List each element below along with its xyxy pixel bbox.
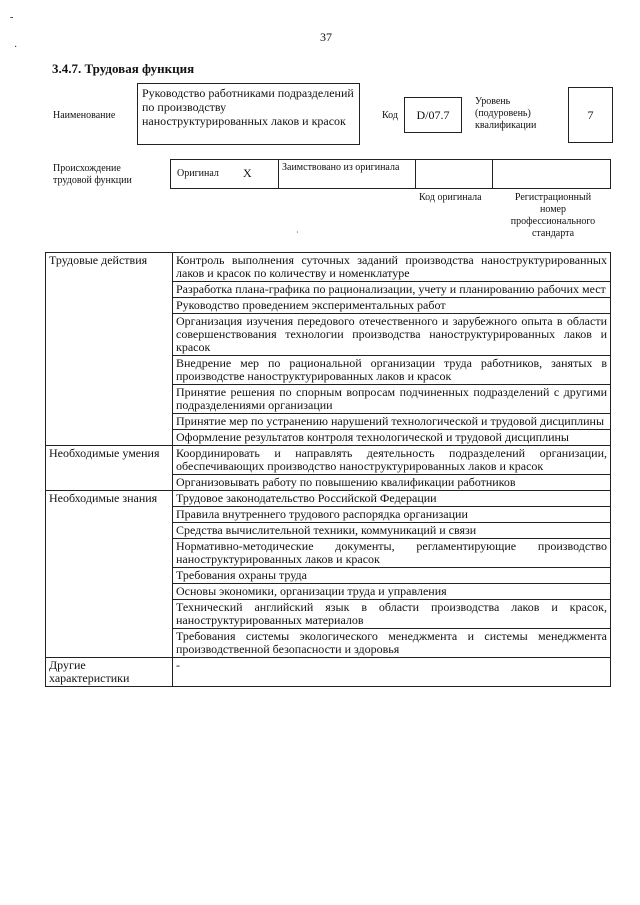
table-row (46, 629, 611, 658)
table-row (46, 491, 611, 507)
table-row (46, 314, 611, 356)
item-cell: Руководство проведением экспериментальных работ (173, 298, 611, 314)
table-row (46, 356, 611, 385)
category-cell (46, 475, 173, 491)
item-cell: Требования системы экологического менеджмента и системы менеджмента производственной безопасности и здоровья (173, 629, 611, 658)
name-label: Наименование (53, 110, 116, 121)
category-cell (46, 584, 173, 600)
item-cell: Технический английский язык в области производства лаков и красок, наноструктурированных материалов (173, 600, 611, 629)
category-cell (46, 523, 173, 539)
item-cell: Внедрение мер по рациональной организации труда работников, занятых в производстве наноструктурированных лаков и красок (173, 356, 611, 385)
table-row (46, 414, 611, 430)
category-cell: Необходимые умения (46, 446, 173, 475)
item-cell: Принятие мер по устранению нарушений технологической и трудовой дисциплины (173, 414, 611, 430)
table-row (46, 253, 611, 282)
table-row (46, 658, 611, 687)
level-label: Уровень (подуровень) квалификации (475, 96, 537, 131)
code-box (404, 97, 462, 133)
category-cell: Другие характеристики (46, 658, 173, 687)
function-name: Руководство работниками подразделений по производству наноструктурированных лаков и красок (142, 86, 354, 128)
function-name-box (137, 83, 360, 145)
category-cell (46, 298, 173, 314)
table-row (46, 430, 611, 446)
item-cell: Основы экономики, организации труда и управления (173, 584, 611, 600)
code-label: Код (382, 110, 398, 121)
origin-label: Происхождение трудовой функции (53, 163, 132, 186)
category-cell (46, 568, 173, 584)
table-row (46, 282, 611, 298)
table-row (46, 475, 611, 491)
level-value: 7 (587, 108, 594, 122)
category-cell (46, 507, 173, 523)
category-cell (46, 430, 173, 446)
item-cell: Правила внутреннего трудового распорядка организации (173, 507, 611, 523)
origin-divider (278, 159, 279, 189)
category-cell (46, 629, 173, 658)
stray-mark: · (296, 228, 299, 237)
item-cell: - (173, 658, 611, 687)
item-cell: Требования охраны труда (173, 568, 611, 584)
level-box (568, 87, 613, 143)
item-cell: Координировать и направлять деятельность подразделений организации, обеспечивающих производство наноструктурированных лаков и красок (173, 446, 611, 475)
borrowed-label: Заимствовано из оригинала (282, 162, 400, 173)
margin-mark: - (10, 12, 14, 23)
item-cell: Организовывать работу по повышению квалификации работников (173, 475, 611, 491)
original-code-caption: Код оригинала (419, 192, 482, 203)
table-row (46, 298, 611, 314)
item-cell: Контроль выполнения суточных заданий производства наноструктурированных лаков и красок по количеству и номенклатуре (173, 253, 611, 282)
item-cell: Разработка плана-графика по рационализации, учету и планированию рабочих мест (173, 282, 611, 298)
function-details-table (45, 252, 611, 687)
category-cell: Трудовые действия (46, 253, 173, 282)
category-cell (46, 356, 173, 385)
category-cell: Необходимые знания (46, 491, 173, 507)
table-row (46, 523, 611, 539)
item-cell: Средства вычислительной техники, коммуникаций и связи (173, 523, 611, 539)
table-row (46, 446, 611, 475)
table-row (46, 385, 611, 414)
origin-divider (415, 159, 416, 189)
table-row (46, 539, 611, 568)
original-mark: X (243, 166, 252, 180)
item-cell: Оформление результатов контроля технологической и трудовой дисциплины (173, 430, 611, 446)
section-title: 3.4.7. Трудовая функция (52, 61, 195, 76)
table-row (46, 568, 611, 584)
category-cell (46, 600, 173, 629)
category-cell (46, 314, 173, 356)
category-cell (46, 385, 173, 414)
reg-number-caption: Регистрационный номер профессионального стандарта (510, 192, 596, 239)
category-cell (46, 414, 173, 430)
code-value: D/07.7 (416, 108, 450, 122)
category-cell (46, 539, 173, 568)
origin-divider (492, 159, 493, 189)
original-label: Оригинал (177, 168, 219, 179)
table-row (46, 584, 611, 600)
table-row (46, 507, 611, 523)
item-cell: Принятие решения по спорным вопросам подчиненных подразделений с другими подразделениями организации (173, 385, 611, 414)
page-number: 37 (320, 30, 332, 44)
item-cell: Организация изучения передового отечественного и зарубежного опыта в области совершенствования технологии производства наноструктурированных лаков и красок (173, 314, 611, 356)
category-cell (46, 282, 173, 298)
margin-mark: · (14, 42, 18, 53)
item-cell: Нормативно-методические документы, регламентирующие производство наноструктурированных лаков и красок (173, 539, 611, 568)
item-cell: Трудовое законодательство Российской Федерации (173, 491, 611, 507)
table-row (46, 600, 611, 629)
